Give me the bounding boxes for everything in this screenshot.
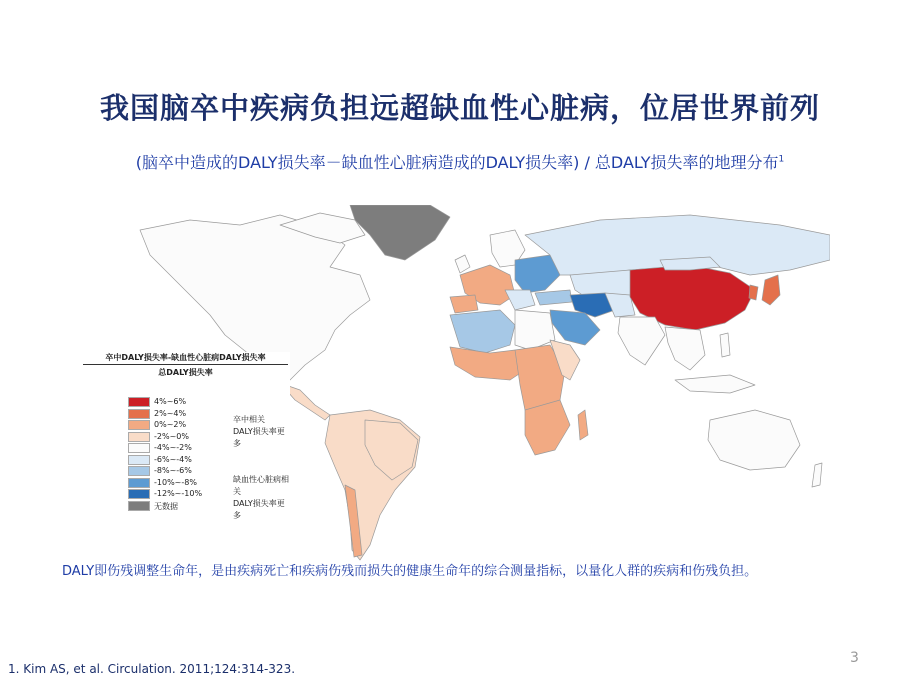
legend-ihd-note-line1: 缺血性心脏病相关 bbox=[233, 475, 289, 496]
legend-label: -12%~-10% bbox=[154, 489, 203, 498]
region-uk bbox=[455, 255, 470, 273]
legend-swatch bbox=[128, 466, 150, 476]
legend-label: -2%~0% bbox=[154, 431, 189, 441]
region-japan bbox=[762, 275, 780, 305]
legend-stroke-note-line1: 卒中相关 bbox=[233, 415, 265, 424]
region-korea bbox=[749, 285, 758, 300]
region-indonesia bbox=[675, 375, 755, 393]
legend-label: 4%~6% bbox=[154, 397, 187, 406]
legend-fraction-line bbox=[83, 364, 288, 365]
region-southeast-asia bbox=[665, 327, 705, 370]
legend-label: -6%~-4% bbox=[154, 454, 192, 464]
region-india bbox=[618, 317, 665, 365]
region-balkans bbox=[505, 290, 535, 310]
region-philippines bbox=[720, 333, 730, 357]
legend-swatch bbox=[128, 432, 150, 442]
page-number: 3 bbox=[850, 650, 859, 666]
legend-swatch bbox=[128, 420, 150, 430]
legend-stroke-note bbox=[233, 414, 290, 450]
legend-label: -8%~-6% bbox=[154, 466, 192, 475]
legend-label: -10%~-8% bbox=[154, 477, 197, 487]
slide-title: 我国脑卒中疾病负担远超缺血性心脏病，位居世界前列 bbox=[99, 91, 820, 125]
legend-ihd-note-line2: DALY损失率更多 bbox=[233, 499, 285, 520]
legend-label: -4%~-2% bbox=[154, 443, 192, 452]
legend-label: 0%~2% bbox=[154, 420, 187, 429]
map-legend bbox=[80, 352, 290, 530]
region-north-africa-west bbox=[450, 310, 515, 353]
region-greenland bbox=[350, 205, 450, 260]
region-southern-africa bbox=[525, 400, 570, 455]
legend-swatch bbox=[128, 397, 150, 407]
legend-title-numerator: 卒中DALY损失率-缺血性心脏病DALY损失率 bbox=[105, 353, 266, 362]
legend-swatch bbox=[128, 409, 150, 419]
legend-label: 2%~4% bbox=[154, 408, 187, 418]
region-turkey bbox=[535, 290, 572, 305]
region-new-zealand bbox=[812, 463, 822, 487]
reference: 1. Kim AS, et al. Circulation. 2011;124:314-323. bbox=[8, 662, 296, 676]
legend-label: 无数据 bbox=[154, 501, 178, 511]
region-madagascar bbox=[578, 410, 588, 440]
legend-swatch bbox=[128, 478, 150, 488]
region-iberia bbox=[450, 295, 478, 313]
legend-ihd-note bbox=[233, 474, 290, 522]
legend-swatch bbox=[128, 489, 150, 499]
legend-swatch bbox=[128, 455, 150, 465]
slide-subtitle bbox=[0, 150, 920, 173]
subtitle-text: (脑卒中造成的DALY损失率－缺血性心脏病造成的DALY损失率) / 总DALY损失率的地理分布 bbox=[135, 153, 779, 172]
legend-stroke-note-line2: DALY损失率更多 bbox=[233, 427, 285, 448]
legend-title-denominator: 总DALY损失率 bbox=[158, 368, 213, 377]
legend-swatch bbox=[128, 501, 150, 511]
daly-definition: DALY即伤残调整生命年，是由疾病死亡和疾病伤残而损失的健康生命年的综合测量指标，以量化人群的疾病和伤残负担。 bbox=[62, 564, 758, 579]
region-egypt-libya bbox=[515, 310, 555, 350]
legend-swatch bbox=[128, 443, 150, 453]
subtitle-citation: 1 bbox=[778, 154, 785, 165]
region-australia bbox=[708, 410, 800, 470]
